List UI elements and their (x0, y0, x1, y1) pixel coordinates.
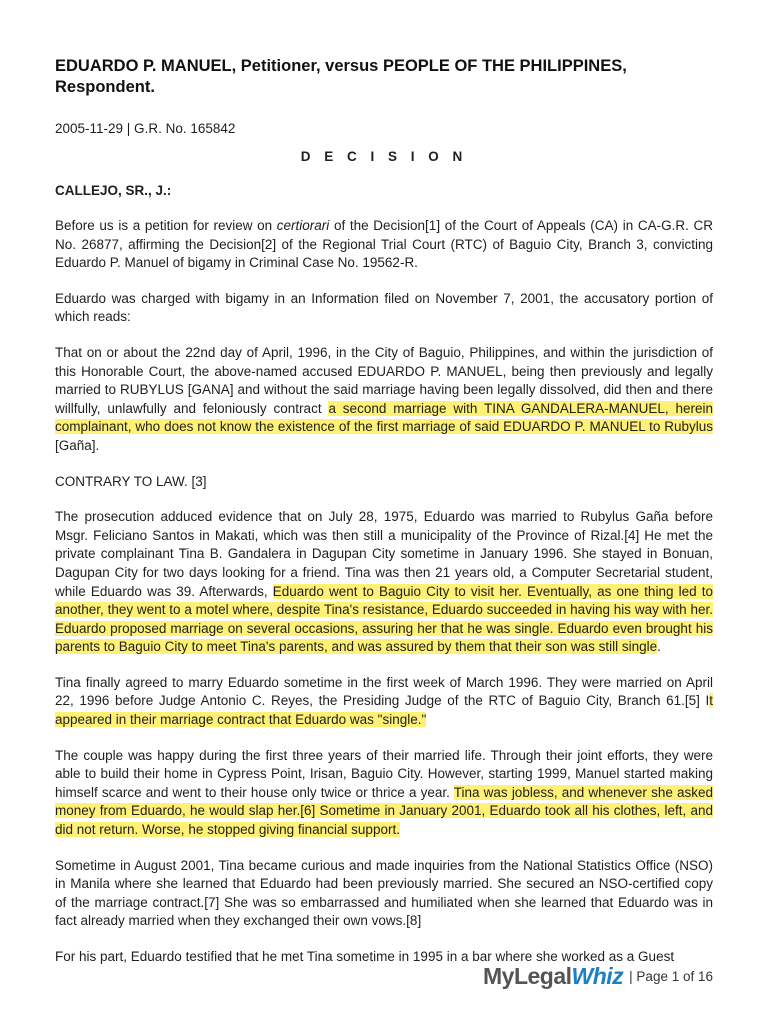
text-run: Before us is a petition for review on (55, 218, 277, 233)
paragraph-9: For his part, Eduardo testified that he met Tina sometime in 1995 in a bar where she worked as a Guest (55, 949, 675, 964)
paragraph-1 (55, 217, 713, 273)
highlighted-text: Tina was jobless, and whenever she asked money from Eduardo, he would slap her.[6] Sometime in January 2001, Eduardo took all his clothes, left, and did not return. Worse, he stopped giving financial support. (55, 784, 713, 838)
paragraph-6 (55, 674, 713, 730)
page-number: | Page 1 of 16 (629, 968, 713, 984)
ponente: CALLEJO, SR., J.: (55, 183, 172, 198)
text-run-italic: certiorari (276, 218, 330, 233)
logo-part: My (482, 963, 514, 989)
paragraph-4: CONTRARY TO LAW. [3] (55, 473, 207, 489)
paragraph-7 (55, 747, 713, 840)
page-footer (0, 961, 713, 991)
paragraph-3 (55, 344, 713, 456)
highlighted-text: a second marriage with TINA GANDALERA-MANUEL, herein complainant, who does not know the existence of the first marriage of said EDUARDO P. MANUEL to Rubylus (55, 400, 713, 435)
case-meta: 2005-11-29 | G.R. No. 165842 (55, 121, 236, 136)
case-title: EDUARDO P. MANUEL, Petitioner, versus PEOPLE OF THE PHILIPPINES, Respondent. (55, 57, 627, 96)
text-run: of the Decision[1] of the Court of Appeals (CA) in CA-G.R. CR No. 26877, affirming the Decision[2] of the Regional Trial Court (RTC) of Baguio City, Branch 3, convicting Eduardo P. Manuel of bigamy in Criminal Case No. 19562-R. (55, 218, 713, 271)
mylegalwhiz-logo[interactable] (483, 961, 623, 991)
text-run: That on or about the 22nd day of April, 1996, in the City of Baguio, Philippines, and within the jurisdiction of this Honorable Court, the above-named accused EDUARDO P. MANUEL, being then previously and legally married to RUBYLUS [GANA] and without the said marriage having been legally dissolved, did then and there willfully, unlawfully and feloniously contract (55, 344, 713, 416)
text-run: The couple was happy during the first three years of their married life. Through their joint efforts, they were able to build their home in Cypress Point, Irisan, Baguio City. However, starting 1999, Manuel started making himself scarce and went to their house only twice or thrice a year. (55, 747, 713, 800)
text-run: The prosecution adduced evidence that on July 28, 1975, Eduardo was married to Rubylus Gaña before Msgr. Feliciano Santos in Makati, which was then still a municipality of the Province of Rizal.[4] He met the private complainant Tina B. Gandalera in Dagupan City sometime in January 1996. She stayed in Bonuan, Dagupan City for two days looking for a friend. Tina was then 21 years old, a Computer Secretarial student, while Eduardo was 39. Afterwards, (55, 509, 713, 599)
decision-heading: D E C I S I O N (300, 149, 468, 164)
logo-part: Legal (513, 963, 572, 989)
text-run: Tina finally agreed to marry Eduardo sometime in the first week of March 1996. They were married on April 22, 1996 before Judge Antonio C. Reyes, the Presiding Judge of the RTC of Baguio City, Branch 61.[5] I (55, 674, 713, 709)
paragraph-2: Eduardo was charged with bigamy in an Information filed on November 7, 2001, the accusatory portion of which reads: (55, 290, 713, 325)
paragraph-5 (55, 508, 713, 657)
text-run: . (657, 639, 661, 655)
text-run: [Gaña]. (55, 437, 100, 453)
highlighted-text: Eduardo went to Baguio City to visit her. Eventually, as one thing led to another, they went to a motel where, despite Tina's resistance, Eduardo succeeded in having his way with her. Eduardo proposed marriage on several occasions, assuring her that he was single. Eduardo even brought his parents to Baguio City to meet Tina's parents, and was assured by them that their son was still single (55, 583, 713, 655)
highlighted-text: t appeared in their marriage contract that Eduardo was "single." (55, 693, 713, 728)
paragraph-8: Sometime in August 2001, Tina became curious and made inquiries from the National Statistics Office (NSO) in Manila where she learned that Eduardo had been previously married. She secured an NSO-certified copy of the marriage contract.[7] She was so embarrassed and humiliated when she learned that Eduardo was in fact already married when they exchanged their own vows.[8] (55, 857, 713, 929)
logo-part: Whiz (571, 963, 624, 989)
